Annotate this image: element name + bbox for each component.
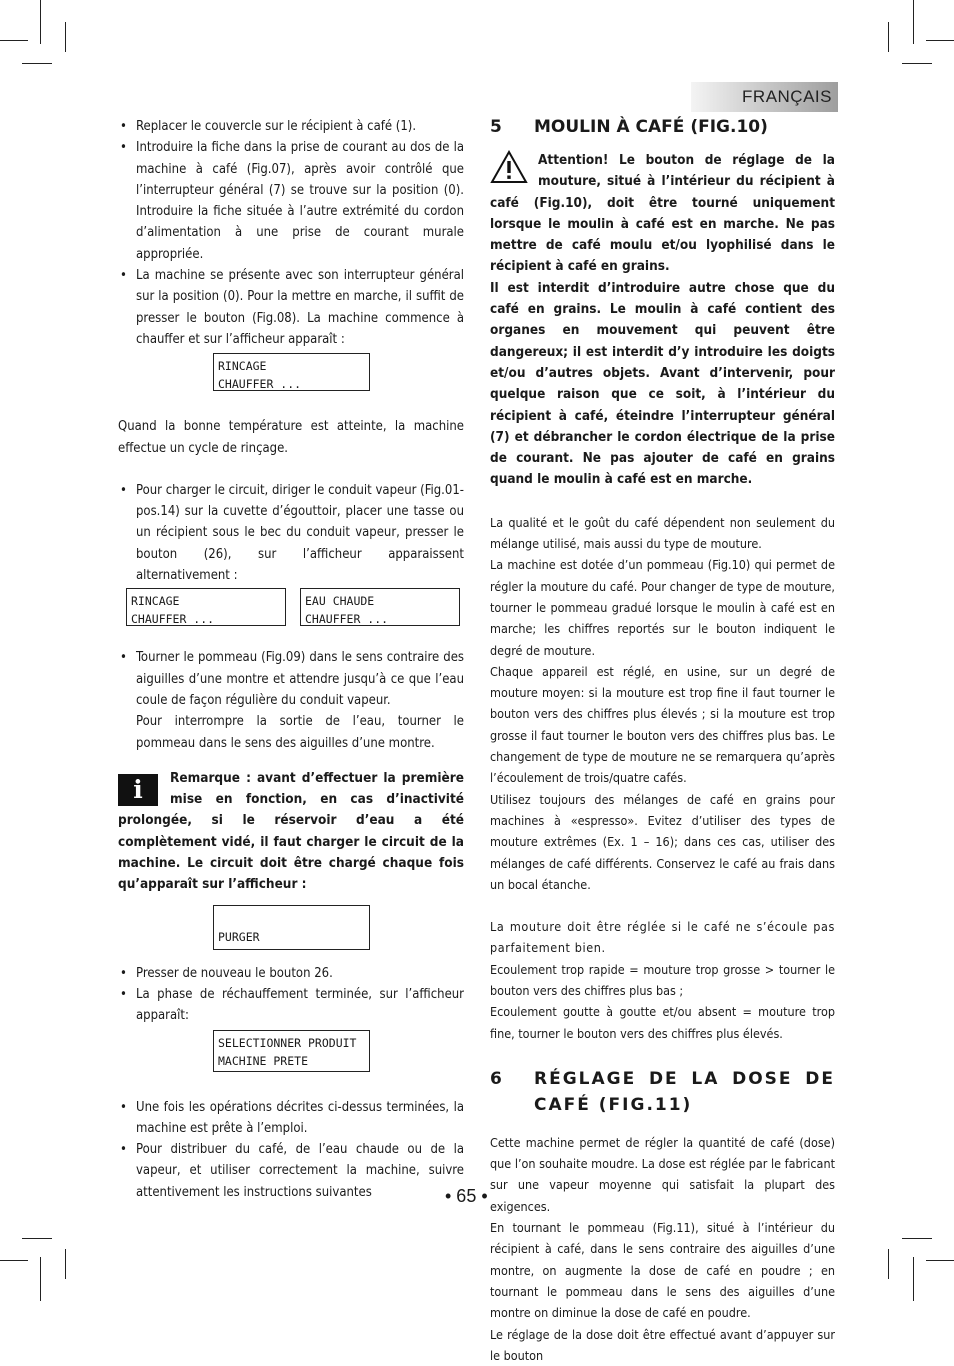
list-item: • Tourner le pommeau (Fig.09) dans le sens contraire des aiguilles d’une montre et attendre jusqu’à ce que l’eau coule de façon régulière du conduit vapeur. xyxy=(120,650,464,708)
paragraph: Le réglage de la dose doit être effectué avant d’appuyer sur le bouton xyxy=(490,1326,835,1363)
crop-mark xyxy=(888,1249,889,1279)
crop-mark xyxy=(0,1260,28,1261)
section-heading xyxy=(490,1066,835,1118)
list-item: • Presser de nouveau le bouton 26. xyxy=(120,965,333,981)
crop-mark xyxy=(902,63,932,64)
info-note xyxy=(118,768,464,896)
machine-display: RINCAGE CHAUFFER ... xyxy=(213,353,370,391)
machine-display: PURGER xyxy=(213,905,370,950)
crop-mark xyxy=(22,1238,52,1239)
list-item: • Pour charger le circuit, diriger le conduit vapeur (Fig.01-pos.14) sur la cuvette d’égouttoir, placer une tasse ou un récipient sous le bec du conduit vapeur, presser le bouton (26), sur l’afficheur apparaissent alternativement : xyxy=(120,482,464,584)
crop-mark xyxy=(65,22,66,52)
warning-block xyxy=(490,150,835,491)
crop-mark xyxy=(0,40,28,41)
list-item: • Introduire la fiche dans la prise de courant au dos de la machine à café (Fig.07), après avoir contrôlé que l’interrupteur général (7) se trouve sur la position (0). Introduire la fiche située à l’autre extrémité du cordon d’alimentation à une prise de courant murale appropriée. xyxy=(120,140,464,262)
bullet-list xyxy=(118,480,464,586)
machine-display: SELECTIONNER PRODUIT MACHINE PRETE xyxy=(213,1030,370,1072)
paragraph: Ecoulement trop rapide = mouture trop grosse > tourner le bouton vers des chiffres plus bas ; xyxy=(490,961,835,998)
crop-mark xyxy=(40,0,41,44)
bullet-list xyxy=(118,116,464,350)
list-item: • Pour distribuer du café, de l’eau chaude ou de la vapeur, et utiliser correctement la machine, suivre attentivement les instructions suivantes xyxy=(120,1142,464,1200)
crop-mark xyxy=(913,1257,914,1301)
crop-mark xyxy=(926,40,954,41)
paragraph: Chaque appareil est réglé, en usine, sur un degré de mouture moyen: si la mouture est trop fine il faut tourner le bouton vers des chiffres plus élevés ; si la mouture est trop grosse il faut tourner le bouton vers des chiffres plus bas. Le changement de type de mouture ne se remarquera qu’après l’écoulement de trois/quatre cafés. xyxy=(490,663,835,786)
crop-mark xyxy=(40,1257,41,1301)
paragraph: La machine est dotée d’un pommeau (Fig.10) qui permet de régler la mouture du café. Pour changer de type de mouture, tourner le pommeau gradué lorsque le moulin à café est en marche; les chiffres reportés sur le bouton indiquent le degré de mouture. xyxy=(490,557,835,658)
bullet-list xyxy=(118,1097,464,1203)
language-label: FRANÇAIS xyxy=(742,87,832,106)
crop-mark xyxy=(65,1249,66,1279)
list-item: • La phase de réchauffement terminée, sur l’afficheur apparaît: xyxy=(120,986,464,1024)
machine-display: RINCAGE CHAUFFER ... xyxy=(126,588,286,626)
warning-triangle-icon xyxy=(490,150,528,184)
crop-mark xyxy=(902,1238,932,1239)
display-pair xyxy=(126,588,464,626)
section-heading xyxy=(490,114,835,140)
section-body xyxy=(490,1132,835,1366)
page-number: • 65 • xyxy=(445,1186,488,1206)
paragraph: Ecoulement goutte à goutte et/ou absent = mouture trop fine, tourner le bouton vers des chiffres plus élevés. xyxy=(490,1004,835,1041)
crop-mark xyxy=(913,0,914,44)
paragraph: La qualité et le goût du café dépendent non seulement du mélange utilisé, mais aussi du type de mouture. xyxy=(490,514,835,552)
crop-mark xyxy=(22,63,52,64)
paragraph: Cette machine permet de régler la quantité de café (dose) que l’on souhaite moudre. La dose est réglée par le fabricant sur une vapeur moyenne qui satisfait la plupart des exigences. xyxy=(490,1134,835,1214)
paragraph: En tournant le pommeau (Fig.11), situé à l’intérieur du récipient à café, dans le sens contraire des aiguilles d’une montre, on augmente la dose de café en poudre ; en tournant le pommeau dans le sens des aiguilles d’une montre on diminue la dose de café en poudre. xyxy=(490,1220,835,1321)
section-number: 6 xyxy=(490,1068,502,1089)
machine-display: EAU CHAUDE CHAUFFER ... xyxy=(300,588,460,626)
section-title: RÉGLAGE DE LA DOSE DE CAFÉ (FIG.11) xyxy=(534,1068,835,1115)
right-column xyxy=(490,114,835,1366)
warning-text: Attention! Le bouton de réglage de la mouture, situé à l’intérieur du récipient à café (Fig.10), doit être tourné uniquement lorsque le moulin à café est en marche. Ne pas mettre de café moulu et/ou lyophilisé dans le récipient à café en grains. xyxy=(490,152,835,275)
left-column xyxy=(118,116,464,1203)
list-item: • Une fois les opérations décrites ci-dessus terminées, la machine est prête à l’emploi. xyxy=(120,1099,464,1136)
paragraph: Quand la bonne température est atteinte, la machine effectue un cycle de rinçage. xyxy=(118,419,464,456)
language-tab xyxy=(691,82,838,112)
section-number: 5 xyxy=(490,117,502,137)
paragraph: La mouture doit être réglée si le café ne s’écoule pas parfaitement bien. xyxy=(490,919,835,956)
list-item: • Replacer le couvercle sur le récipient à café (1). xyxy=(120,119,417,134)
crop-mark xyxy=(926,1260,954,1261)
note-text: Remarque : avant d’effectuer la première mise en fonction, en cas d’inactivité prolongée, si le réservoir d’eau a été complètement vidé, il faut charger le circuit de la machine. Le circuit doit être chargé chaque fois qu’apparaît sur l’afficheur : xyxy=(118,769,464,893)
bullet-list xyxy=(118,647,464,711)
section-title: MOULIN À CAFÉ (FIG.10) xyxy=(534,117,768,137)
paragraph: Pour interrompre la sortie de l’eau, tourner le pommeau dans le sens des aiguilles d’une montre. xyxy=(136,714,464,751)
paragraph: Utilisez toujours des mélanges de café en grains pour machines à «espresso». Evitez d’utiliser des types de mouture extrêmes (Ex. 1 – 16); dans ces cas, utiliser des mélanges de café différents. Conservez le café au frais dans un bocal étanche. xyxy=(490,791,835,892)
warning-text: Il est interdit d’introduire autre chose que du café en grains. Le moulin à café contient des organes en mouvement qui peuvent être dangereux; il est interdit d’y introduire les doigts et/ou d’autres objets. Avant d’intervenir, pour quelque raison que ce soit, à l’intérieur du récipient à café, éteindre l’interrupteur général (7) et débrancher le cordon électrique de la prise de courant. Ne pas ajouter de café en grains quand le moulin à café est en marche. xyxy=(490,279,835,488)
section-body xyxy=(490,512,835,1044)
bullet-list xyxy=(118,963,464,1027)
list-item: • La machine se présente avec son interrupteur général sur la position (0). Pour la mettre en marche, il suffit de presser le bouton (Fig.08). La machine commence à chauffer et sur l’afficheur apparaît : xyxy=(120,268,464,347)
crop-mark xyxy=(888,22,889,52)
info-icon: i xyxy=(118,774,158,806)
